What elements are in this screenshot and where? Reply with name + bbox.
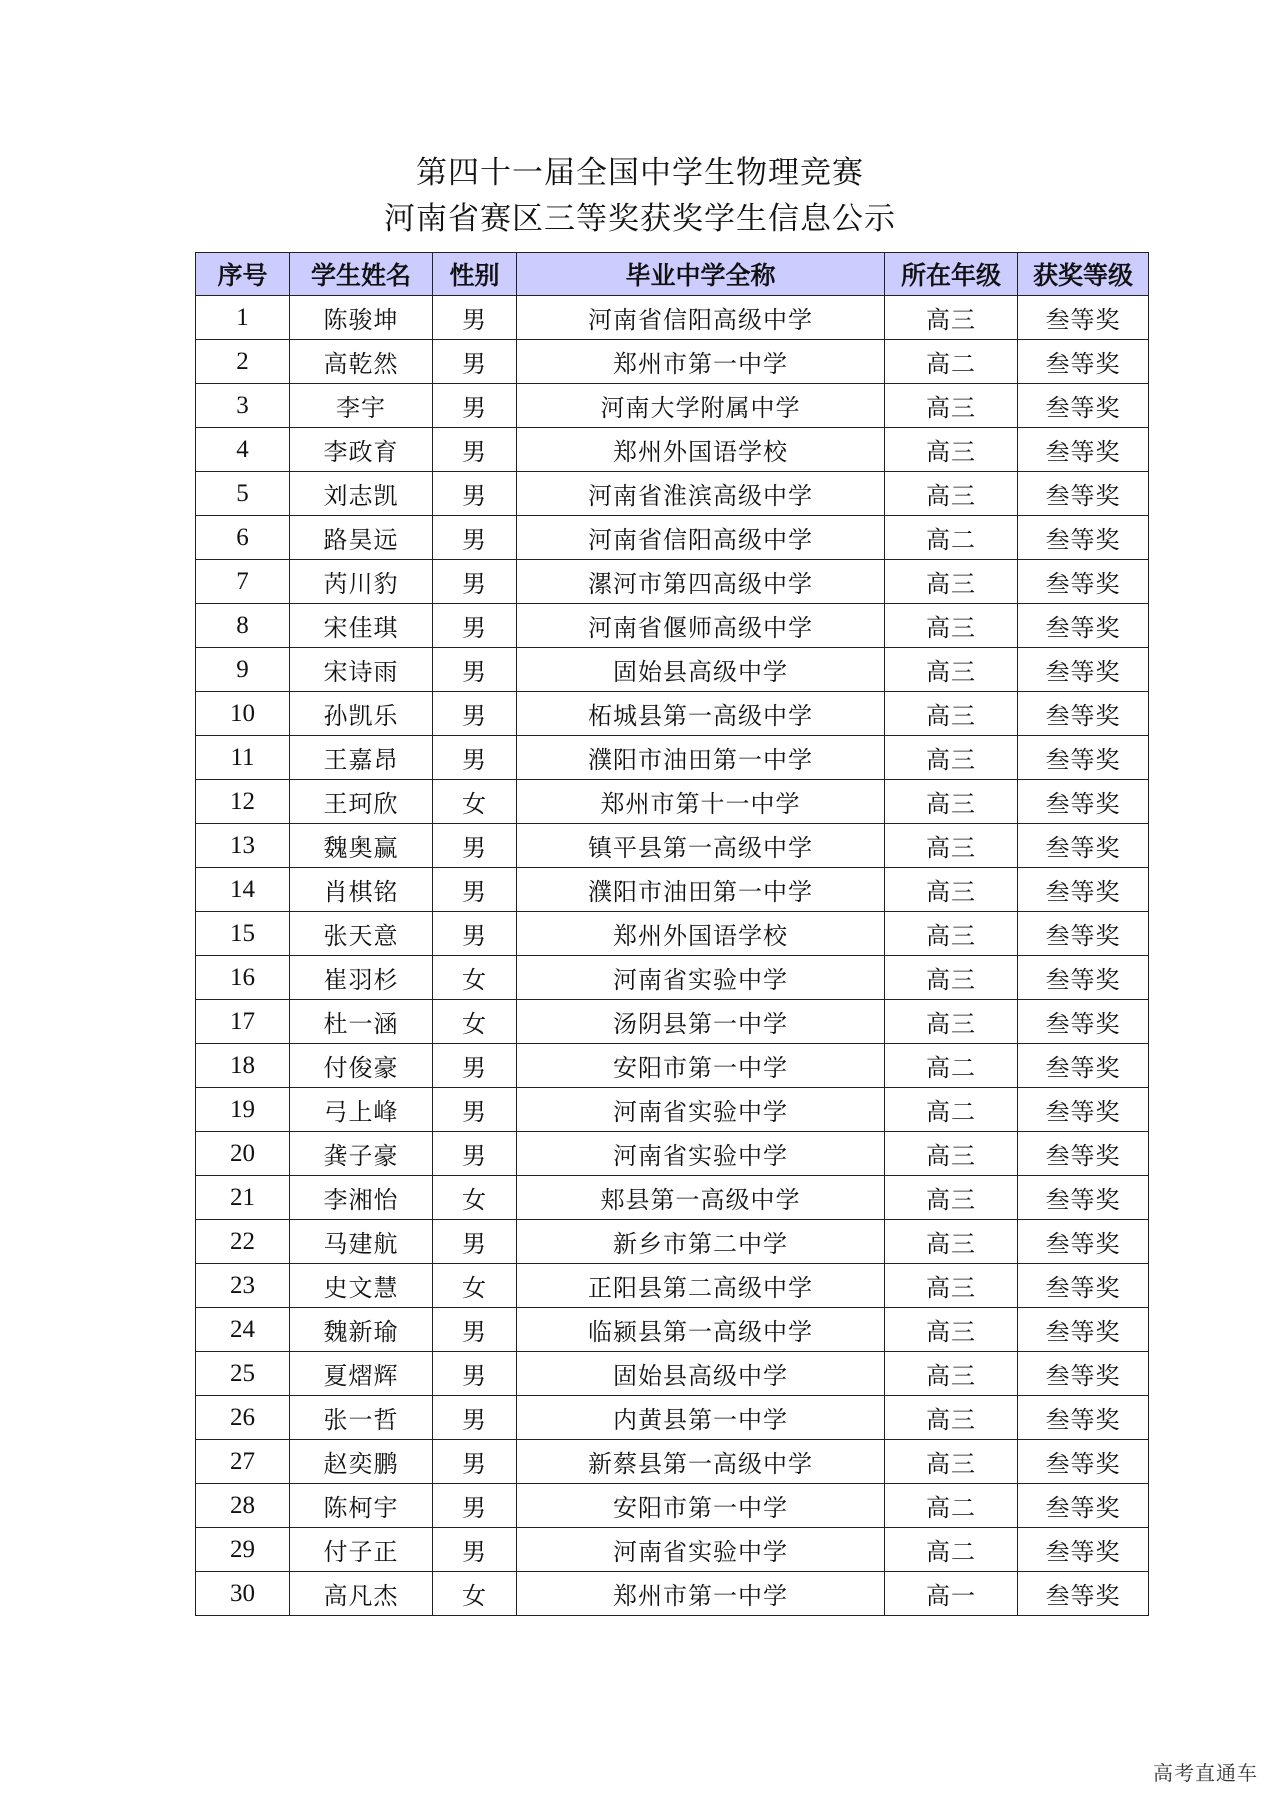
grade-cell: 高三 (885, 560, 1018, 604)
award-level-cell: 叁等奖 (1018, 1044, 1149, 1088)
row-number-cell: 11 (196, 736, 290, 780)
school-name-cell: 濮阳市油田第一中学 (517, 736, 885, 780)
table-row (196, 1484, 1149, 1528)
school-name-cell: 新蔡县第一高级中学 (517, 1440, 885, 1484)
grade-cell: 高三 (885, 692, 1018, 736)
grade-cell: 高二 (885, 1088, 1018, 1132)
award-level-cell: 叁等奖 (1018, 560, 1149, 604)
award-level-cell: 叁等奖 (1018, 604, 1149, 648)
school-name-cell: 临颍县第一高级中学 (517, 1308, 885, 1352)
table-row (196, 912, 1149, 956)
student-name-cell: 魏新瑜 (290, 1308, 433, 1352)
grade-cell: 高三 (885, 1264, 1018, 1308)
student-name-cell: 高凡杰 (290, 1572, 433, 1616)
school-name-cell: 汤阴县第一中学 (517, 1000, 885, 1044)
award-level-cell: 叁等奖 (1018, 1484, 1149, 1528)
watermark-text: 高考直通车 (1153, 1761, 1258, 1785)
table-row (196, 1220, 1149, 1264)
grade-cell: 高三 (885, 1132, 1018, 1176)
gender-cell: 男 (433, 868, 517, 912)
table-row (196, 1440, 1149, 1484)
award-level-cell: 叁等奖 (1018, 1440, 1149, 1484)
grade-cell: 高三 (885, 472, 1018, 516)
award-level-cell: 叁等奖 (1018, 648, 1149, 692)
table-row (196, 824, 1149, 868)
grade-cell: 高三 (885, 604, 1018, 648)
header-cell: 所在年级 (885, 253, 1018, 296)
row-number-cell: 3 (196, 384, 290, 428)
student-name-cell: 陈骏坤 (290, 296, 433, 340)
header-cell: 学生姓名 (290, 253, 433, 296)
row-number-cell: 22 (196, 1220, 290, 1264)
gender-cell: 女 (433, 1000, 517, 1044)
school-name-cell: 柘城县第一高级中学 (517, 692, 885, 736)
table-body (196, 296, 1149, 1616)
row-number-cell: 17 (196, 1000, 290, 1044)
table-row (196, 472, 1149, 516)
student-name-cell: 王珂欣 (290, 780, 433, 824)
grade-cell: 高三 (885, 1308, 1018, 1352)
school-name-cell: 河南省信阳高级中学 (517, 296, 885, 340)
row-number-cell: 5 (196, 472, 290, 516)
header-cell: 毕业中学全称 (517, 253, 885, 296)
gender-cell: 男 (433, 692, 517, 736)
student-name-cell: 肖棋铭 (290, 868, 433, 912)
row-number-cell: 24 (196, 1308, 290, 1352)
award-level-cell: 叁等奖 (1018, 1220, 1149, 1264)
table-row (196, 1176, 1149, 1220)
gender-cell: 男 (433, 1132, 517, 1176)
grade-cell: 高三 (885, 1000, 1018, 1044)
gender-cell: 男 (433, 560, 517, 604)
gender-cell: 男 (433, 912, 517, 956)
school-name-cell: 新乡市第二中学 (517, 1220, 885, 1264)
grade-cell: 高三 (885, 956, 1018, 1000)
row-number-cell: 13 (196, 824, 290, 868)
grade-cell: 高三 (885, 296, 1018, 340)
award-level-cell: 叁等奖 (1018, 1088, 1149, 1132)
table-row (196, 956, 1149, 1000)
grade-cell: 高三 (885, 1176, 1018, 1220)
student-name-cell: 魏奥赢 (290, 824, 433, 868)
table-row (196, 736, 1149, 780)
row-number-cell: 26 (196, 1396, 290, 1440)
student-name-cell: 崔羽杉 (290, 956, 433, 1000)
row-number-cell: 20 (196, 1132, 290, 1176)
school-name-cell: 内黄县第一中学 (517, 1396, 885, 1440)
table-row (196, 1044, 1149, 1088)
school-name-cell: 固始县高级中学 (517, 648, 885, 692)
row-number-cell: 18 (196, 1044, 290, 1088)
award-level-cell: 叁等奖 (1018, 1308, 1149, 1352)
award-level-cell: 叁等奖 (1018, 340, 1149, 384)
row-number-cell: 21 (196, 1176, 290, 1220)
gender-cell: 女 (433, 1176, 517, 1220)
row-number-cell: 7 (196, 560, 290, 604)
award-level-cell: 叁等奖 (1018, 1000, 1149, 1044)
school-name-cell: 固始县高级中学 (517, 1352, 885, 1396)
table-row (196, 340, 1149, 384)
table-row (196, 1132, 1149, 1176)
gender-cell: 女 (433, 1264, 517, 1308)
gender-cell: 男 (433, 604, 517, 648)
row-number-cell: 28 (196, 1484, 290, 1528)
row-number-cell: 16 (196, 956, 290, 1000)
school-name-cell: 郏县第一高级中学 (517, 1176, 885, 1220)
student-name-cell: 李宇 (290, 384, 433, 428)
table-row (196, 648, 1149, 692)
grade-cell: 高三 (885, 1396, 1018, 1440)
gender-cell: 男 (433, 296, 517, 340)
award-level-cell: 叁等奖 (1018, 1352, 1149, 1396)
gender-cell: 男 (433, 1528, 517, 1572)
table-row (196, 1264, 1149, 1308)
school-name-cell: 正阳县第二高级中学 (517, 1264, 885, 1308)
table-row (196, 428, 1149, 472)
school-name-cell: 漯河市第四高级中学 (517, 560, 885, 604)
table-row (196, 780, 1149, 824)
grade-cell: 高一 (885, 1572, 1018, 1616)
title-line-1: 第四十一届全国中学生物理竞赛 (416, 155, 864, 191)
student-name-cell: 李政育 (290, 428, 433, 472)
award-level-cell: 叁等奖 (1018, 1264, 1149, 1308)
grade-cell: 高三 (885, 780, 1018, 824)
school-name-cell: 郑州市第一中学 (517, 1572, 885, 1616)
header-cell: 性别 (433, 253, 517, 296)
table-row (196, 692, 1149, 736)
row-number-cell: 8 (196, 604, 290, 648)
row-number-cell: 9 (196, 648, 290, 692)
gender-cell: 男 (433, 1308, 517, 1352)
grade-cell: 高三 (885, 384, 1018, 428)
school-name-cell: 濮阳市油田第一中学 (517, 868, 885, 912)
row-number-cell: 14 (196, 868, 290, 912)
table-row (196, 1000, 1149, 1044)
school-name-cell: 河南省实验中学 (517, 956, 885, 1000)
student-name-cell: 陈柯宇 (290, 1484, 433, 1528)
school-name-cell: 河南大学附属中学 (517, 384, 885, 428)
grade-cell: 高二 (885, 1484, 1018, 1528)
student-name-cell: 付俊豪 (290, 1044, 433, 1088)
gender-cell: 男 (433, 1396, 517, 1440)
row-number-cell: 23 (196, 1264, 290, 1308)
award-level-cell: 叁等奖 (1018, 780, 1149, 824)
table-row (196, 384, 1149, 428)
grade-cell: 高三 (885, 1440, 1018, 1484)
row-number-cell: 30 (196, 1572, 290, 1616)
school-name-cell: 河南省偃师高级中学 (517, 604, 885, 648)
award-level-cell: 叁等奖 (1018, 1528, 1149, 1572)
row-number-cell: 4 (196, 428, 290, 472)
student-name-cell: 史文慧 (290, 1264, 433, 1308)
grade-cell: 高三 (885, 912, 1018, 956)
table-row (196, 868, 1149, 912)
header-cell: 序号 (196, 253, 290, 296)
gender-cell: 男 (433, 1220, 517, 1264)
gender-cell: 男 (433, 1484, 517, 1528)
gender-cell: 男 (433, 1088, 517, 1132)
gender-cell: 女 (433, 956, 517, 1000)
grade-cell: 高三 (885, 736, 1018, 780)
award-level-cell: 叁等奖 (1018, 384, 1149, 428)
award-level-cell: 叁等奖 (1018, 912, 1149, 956)
school-name-cell: 河南省信阳高级中学 (517, 516, 885, 560)
school-name-cell: 河南省实验中学 (517, 1528, 885, 1572)
award-level-cell: 叁等奖 (1018, 736, 1149, 780)
row-number-cell: 25 (196, 1352, 290, 1396)
student-name-cell: 杜一涵 (290, 1000, 433, 1044)
student-name-cell: 宋诗雨 (290, 648, 433, 692)
row-number-cell: 10 (196, 692, 290, 736)
row-number-cell: 6 (196, 516, 290, 560)
award-level-cell: 叁等奖 (1018, 956, 1149, 1000)
row-number-cell: 12 (196, 780, 290, 824)
school-name-cell: 安阳市第一中学 (517, 1484, 885, 1528)
gender-cell: 男 (433, 384, 517, 428)
award-level-cell: 叁等奖 (1018, 1572, 1149, 1616)
grade-cell: 高二 (885, 1044, 1018, 1088)
school-name-cell: 郑州外国语学校 (517, 912, 885, 956)
student-name-cell: 路昊远 (290, 516, 433, 560)
school-name-cell: 河南省实验中学 (517, 1132, 885, 1176)
award-level-cell: 叁等奖 (1018, 516, 1149, 560)
student-name-cell: 芮川豹 (290, 560, 433, 604)
school-name-cell: 河南省淮滨高级中学 (517, 472, 885, 516)
grade-cell: 高三 (885, 868, 1018, 912)
student-name-cell: 孙凯乐 (290, 692, 433, 736)
grade-cell: 高三 (885, 824, 1018, 868)
document-title (0, 150, 1280, 242)
gender-cell: 女 (433, 780, 517, 824)
table-row (196, 604, 1149, 648)
student-name-cell: 马建航 (290, 1220, 433, 1264)
grade-cell: 高二 (885, 516, 1018, 560)
student-name-cell: 刘志凯 (290, 472, 433, 516)
table-row (196, 1308, 1149, 1352)
student-name-cell: 弓上峰 (290, 1088, 433, 1132)
row-number-cell: 29 (196, 1528, 290, 1572)
row-number-cell: 27 (196, 1440, 290, 1484)
student-name-cell: 张天意 (290, 912, 433, 956)
student-name-cell: 王嘉昂 (290, 736, 433, 780)
grade-cell: 高二 (885, 1528, 1018, 1572)
school-name-cell: 郑州外国语学校 (517, 428, 885, 472)
award-level-cell: 叁等奖 (1018, 296, 1149, 340)
grade-cell: 高三 (885, 428, 1018, 472)
student-name-cell: 高乾然 (290, 340, 433, 384)
school-name-cell: 河南省实验中学 (517, 1088, 885, 1132)
gender-cell: 男 (433, 428, 517, 472)
student-name-cell: 宋佳琪 (290, 604, 433, 648)
table-row (196, 296, 1149, 340)
gender-cell: 男 (433, 648, 517, 692)
table-row (196, 1528, 1149, 1572)
student-name-cell: 张一哲 (290, 1396, 433, 1440)
row-number-cell: 19 (196, 1088, 290, 1132)
table-row (196, 1352, 1149, 1396)
row-number-cell: 2 (196, 340, 290, 384)
gender-cell: 男 (433, 1044, 517, 1088)
student-name-cell: 龚子豪 (290, 1132, 433, 1176)
school-name-cell: 安阳市第一中学 (517, 1044, 885, 1088)
student-name-cell: 夏熠辉 (290, 1352, 433, 1396)
student-name-cell: 李湘怡 (290, 1176, 433, 1220)
header-cell: 获奖等级 (1018, 253, 1149, 296)
grade-cell: 高二 (885, 340, 1018, 384)
gender-cell: 男 (433, 516, 517, 560)
award-level-cell: 叁等奖 (1018, 868, 1149, 912)
award-level-cell: 叁等奖 (1018, 1132, 1149, 1176)
row-number-cell: 15 (196, 912, 290, 956)
award-level-cell: 叁等奖 (1018, 1396, 1149, 1440)
table-row (196, 560, 1149, 604)
school-name-cell: 镇平县第一高级中学 (517, 824, 885, 868)
award-table (195, 252, 1149, 1616)
gender-cell: 男 (433, 472, 517, 516)
gender-cell: 男 (433, 1440, 517, 1484)
grade-cell: 高三 (885, 1220, 1018, 1264)
student-name-cell: 赵奕鹏 (290, 1440, 433, 1484)
gender-cell: 男 (433, 340, 517, 384)
row-number-cell: 1 (196, 296, 290, 340)
school-name-cell: 郑州市第一中学 (517, 340, 885, 384)
title-line-2: 河南省赛区三等奖获奖学生信息公示 (384, 201, 896, 237)
award-level-cell: 叁等奖 (1018, 472, 1149, 516)
student-name-cell: 付子正 (290, 1528, 433, 1572)
school-name-cell: 郑州市第十一中学 (517, 780, 885, 824)
table-row (196, 1396, 1149, 1440)
gender-cell: 男 (433, 1352, 517, 1396)
award-level-cell: 叁等奖 (1018, 692, 1149, 736)
gender-cell: 女 (433, 1572, 517, 1616)
table-row (196, 516, 1149, 560)
award-level-cell: 叁等奖 (1018, 428, 1149, 472)
table-row (196, 1088, 1149, 1132)
gender-cell: 男 (433, 736, 517, 780)
grade-cell: 高三 (885, 648, 1018, 692)
award-level-cell: 叁等奖 (1018, 824, 1149, 868)
gender-cell: 男 (433, 824, 517, 868)
award-level-cell: 叁等奖 (1018, 1176, 1149, 1220)
grade-cell: 高三 (885, 1352, 1018, 1396)
table-header-row (196, 253, 1149, 296)
table-row (196, 1572, 1149, 1616)
